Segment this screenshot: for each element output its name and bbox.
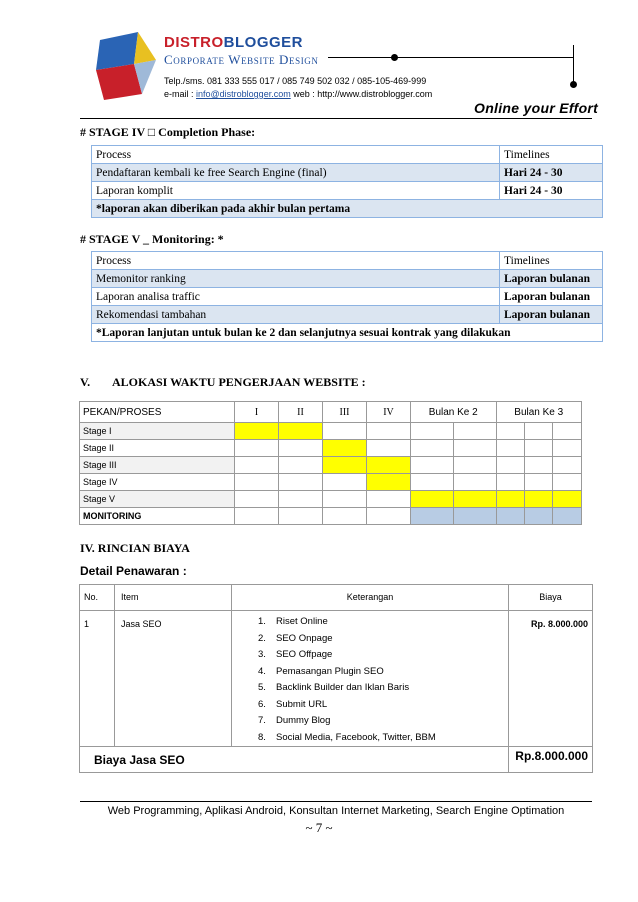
alloc-cell bbox=[279, 474, 323, 491]
alloc-cell bbox=[411, 457, 454, 474]
keterangan-list bbox=[258, 614, 502, 746]
col-process: Process bbox=[92, 252, 500, 270]
alloc-cell bbox=[553, 440, 582, 457]
brand-name: DISTROBLOGGER bbox=[164, 34, 304, 51]
alloc-cell bbox=[411, 474, 454, 491]
alloc-row bbox=[80, 440, 582, 457]
alloc-cell bbox=[524, 423, 552, 440]
detail-penawaran: Detail Penawaran : bbox=[80, 564, 187, 578]
alloc-cell bbox=[553, 423, 582, 440]
col-pekan: PEKAN/PROSES bbox=[80, 402, 235, 423]
col-week-2: II bbox=[279, 402, 323, 423]
alloc-cell-active bbox=[496, 491, 524, 508]
col-item: Item bbox=[115, 585, 232, 611]
timeline-cell: Laporan bulanan bbox=[500, 288, 603, 306]
row-item: Jasa SEO bbox=[115, 611, 232, 747]
alokasi-number: V. bbox=[80, 375, 91, 389]
alloc-cell-monitoring bbox=[553, 508, 582, 525]
brand-tagline: Corporate Website Design bbox=[164, 52, 319, 67]
process-cell: Memonitor ranking bbox=[92, 270, 500, 288]
contact-block bbox=[164, 75, 432, 101]
alloc-cell bbox=[496, 440, 524, 457]
alloc-stage-label: Stage IV bbox=[80, 474, 235, 491]
company-logo-icon bbox=[86, 30, 158, 102]
alloc-cell-monitoring bbox=[496, 508, 524, 525]
alloc-row bbox=[80, 508, 582, 525]
stage4-title: # STAGE IV □ Completion Phase: bbox=[80, 125, 256, 139]
alloc-cell bbox=[553, 474, 582, 491]
alloc-cell bbox=[279, 440, 323, 457]
alloc-cell-active bbox=[323, 440, 367, 457]
alloc-cell bbox=[553, 457, 582, 474]
col-no: No. bbox=[80, 585, 115, 611]
col-timelines: Timelines bbox=[500, 146, 603, 164]
alloc-cell bbox=[453, 423, 496, 440]
row-no: 1 bbox=[80, 611, 115, 747]
timeline-cell: Hari 24 - 30 bbox=[500, 182, 603, 200]
col-bulan-3: Bulan Ke 3 bbox=[496, 402, 582, 423]
alloc-cell-active bbox=[411, 491, 454, 508]
process-cell: Laporan komplit bbox=[92, 182, 500, 200]
page-number: ~ 7 ~ bbox=[305, 820, 333, 835]
alloc-cell bbox=[323, 491, 367, 508]
stage5-title: # STAGE V _ Monitoring: * bbox=[80, 232, 224, 246]
alloc-cell bbox=[323, 423, 367, 440]
header-divider bbox=[80, 118, 592, 119]
alloc-cell bbox=[524, 474, 552, 491]
col-week-4: IV bbox=[367, 402, 411, 423]
col-week-1: I bbox=[235, 402, 279, 423]
alloc-cell bbox=[323, 508, 367, 525]
alloc-cell bbox=[453, 457, 496, 474]
col-week-3: III bbox=[323, 402, 367, 423]
alloc-cell bbox=[496, 457, 524, 474]
process-cell: Rekomendasi tambahan bbox=[92, 306, 500, 324]
alokasi-table bbox=[79, 401, 582, 525]
alloc-cell bbox=[367, 423, 411, 440]
alloc-cell-active bbox=[279, 423, 323, 440]
header-rule bbox=[328, 57, 574, 58]
alloc-cell bbox=[367, 491, 411, 508]
keterangan-item: 4. Pemasangan Plugin SEO bbox=[258, 665, 384, 677]
total-label: Biaya Jasa SEO bbox=[80, 747, 509, 773]
alloc-stage-label: Stage I bbox=[80, 423, 235, 440]
alloc-cell-active bbox=[367, 457, 411, 474]
total-value: Rp.8.000.000 bbox=[509, 747, 593, 773]
alloc-row bbox=[80, 423, 582, 440]
alokasi-title: ALOKASI WAKTU PENGERJAAN WEBSITE : bbox=[112, 375, 366, 389]
alloc-cell-active bbox=[553, 491, 582, 508]
alloc-cell bbox=[411, 440, 454, 457]
email-link[interactable]: info@distroblogger.com bbox=[196, 89, 291, 99]
alloc-cell-active bbox=[235, 423, 279, 440]
timeline-cell: Hari 24 - 30 bbox=[500, 164, 603, 182]
alloc-cell bbox=[367, 440, 411, 457]
alloc-cell bbox=[323, 474, 367, 491]
stage5-table bbox=[91, 251, 603, 342]
col-process: Process bbox=[92, 146, 500, 164]
alloc-cell bbox=[453, 440, 496, 457]
rincian-title: IV. RINCIAN BIAYA bbox=[80, 541, 190, 555]
process-cell: Pendaftaran kembali ke free Search Engine (final) bbox=[92, 164, 500, 182]
alloc-stage-label: Stage II bbox=[80, 440, 235, 457]
alloc-cell bbox=[235, 474, 279, 491]
header-vertical-rule bbox=[573, 45, 574, 85]
alloc-cell bbox=[496, 474, 524, 491]
slogan: Online your Effort bbox=[474, 100, 599, 116]
alloc-cell bbox=[235, 491, 279, 508]
alloc-cell bbox=[279, 457, 323, 474]
alloc-cell bbox=[411, 423, 454, 440]
biaya-table bbox=[79, 584, 593, 773]
alloc-cell bbox=[524, 457, 552, 474]
alloc-cell bbox=[524, 440, 552, 457]
col-timelines: Timelines bbox=[500, 252, 603, 270]
alloc-cell bbox=[235, 457, 279, 474]
alloc-cell bbox=[279, 508, 323, 525]
keterangan-list-cell bbox=[232, 611, 509, 747]
stage5-note: *Laporan lanjutan untuk bulan ke 2 dan selanjutnya sesuai kontrak yang dilakukan bbox=[92, 324, 603, 342]
timeline-cell: Laporan bulanan bbox=[500, 270, 603, 288]
row-biaya: Rp. 8.000.000 bbox=[509, 611, 593, 747]
process-cell: Laporan analisa traffic bbox=[92, 288, 500, 306]
alloc-cell-active bbox=[367, 474, 411, 491]
alloc-cell-active bbox=[524, 491, 552, 508]
alloc-cell bbox=[453, 474, 496, 491]
alloc-cell bbox=[367, 508, 411, 525]
alloc-cell-monitoring bbox=[524, 508, 552, 525]
keterangan-item: 7. Dummy Blog bbox=[258, 715, 331, 726]
alloc-row bbox=[80, 491, 582, 508]
alloc-cell bbox=[279, 491, 323, 508]
timeline-cell: Laporan bulanan bbox=[500, 306, 603, 324]
alloc-cell bbox=[496, 423, 524, 440]
footer-divider bbox=[80, 801, 592, 802]
alloc-stage-label: MONITORING bbox=[80, 508, 235, 525]
keterangan-item: 5. Backlink Builder dan Iklan Baris bbox=[258, 682, 410, 693]
col-keterangan: Keterangan bbox=[232, 585, 509, 611]
col-biaya: Biaya bbox=[509, 585, 593, 611]
col-bulan-2: Bulan Ke 2 bbox=[411, 402, 497, 423]
alloc-cell-active bbox=[323, 457, 367, 474]
alloc-cell-monitoring bbox=[453, 508, 496, 525]
email-web-line: e-mail : info@distroblogger.com web : http://www.distroblogger.com bbox=[164, 89, 433, 99]
keterangan-item: 3. SEO Offpage bbox=[258, 649, 333, 660]
footer-text: Web Programming, Aplikasi Android, Konsultan Internet Marketing, Search Engine Optimation bbox=[107, 805, 565, 817]
alloc-stage-label: Stage V bbox=[80, 491, 235, 508]
alloc-stage-label: Stage III bbox=[80, 457, 235, 474]
stage4-note: *laporan akan diberikan pada akhir bulan pertama bbox=[92, 200, 603, 218]
keterangan-item: 6. Submit URL bbox=[258, 698, 328, 710]
alloc-cell bbox=[235, 508, 279, 525]
keterangan-item: 2. SEO Onpage bbox=[258, 632, 333, 644]
alloc-cell-monitoring bbox=[411, 508, 454, 525]
alloc-cell bbox=[235, 440, 279, 457]
alloc-row bbox=[80, 457, 582, 474]
alloc-row bbox=[80, 474, 582, 491]
rule-dot-icon bbox=[391, 54, 398, 61]
keterangan-item: 8. Social Media, Facebook, Twitter, BBM bbox=[258, 731, 436, 743]
stage4-table bbox=[91, 145, 603, 218]
phone-line: Telp./sms. 081 333 555 017 / 085 749 502 032 / 085-105-469-999 bbox=[164, 76, 427, 86]
alloc-cell-active bbox=[453, 491, 496, 508]
rule-dot-icon bbox=[570, 81, 577, 88]
keterangan-item: 1. Riset Online bbox=[258, 616, 328, 627]
